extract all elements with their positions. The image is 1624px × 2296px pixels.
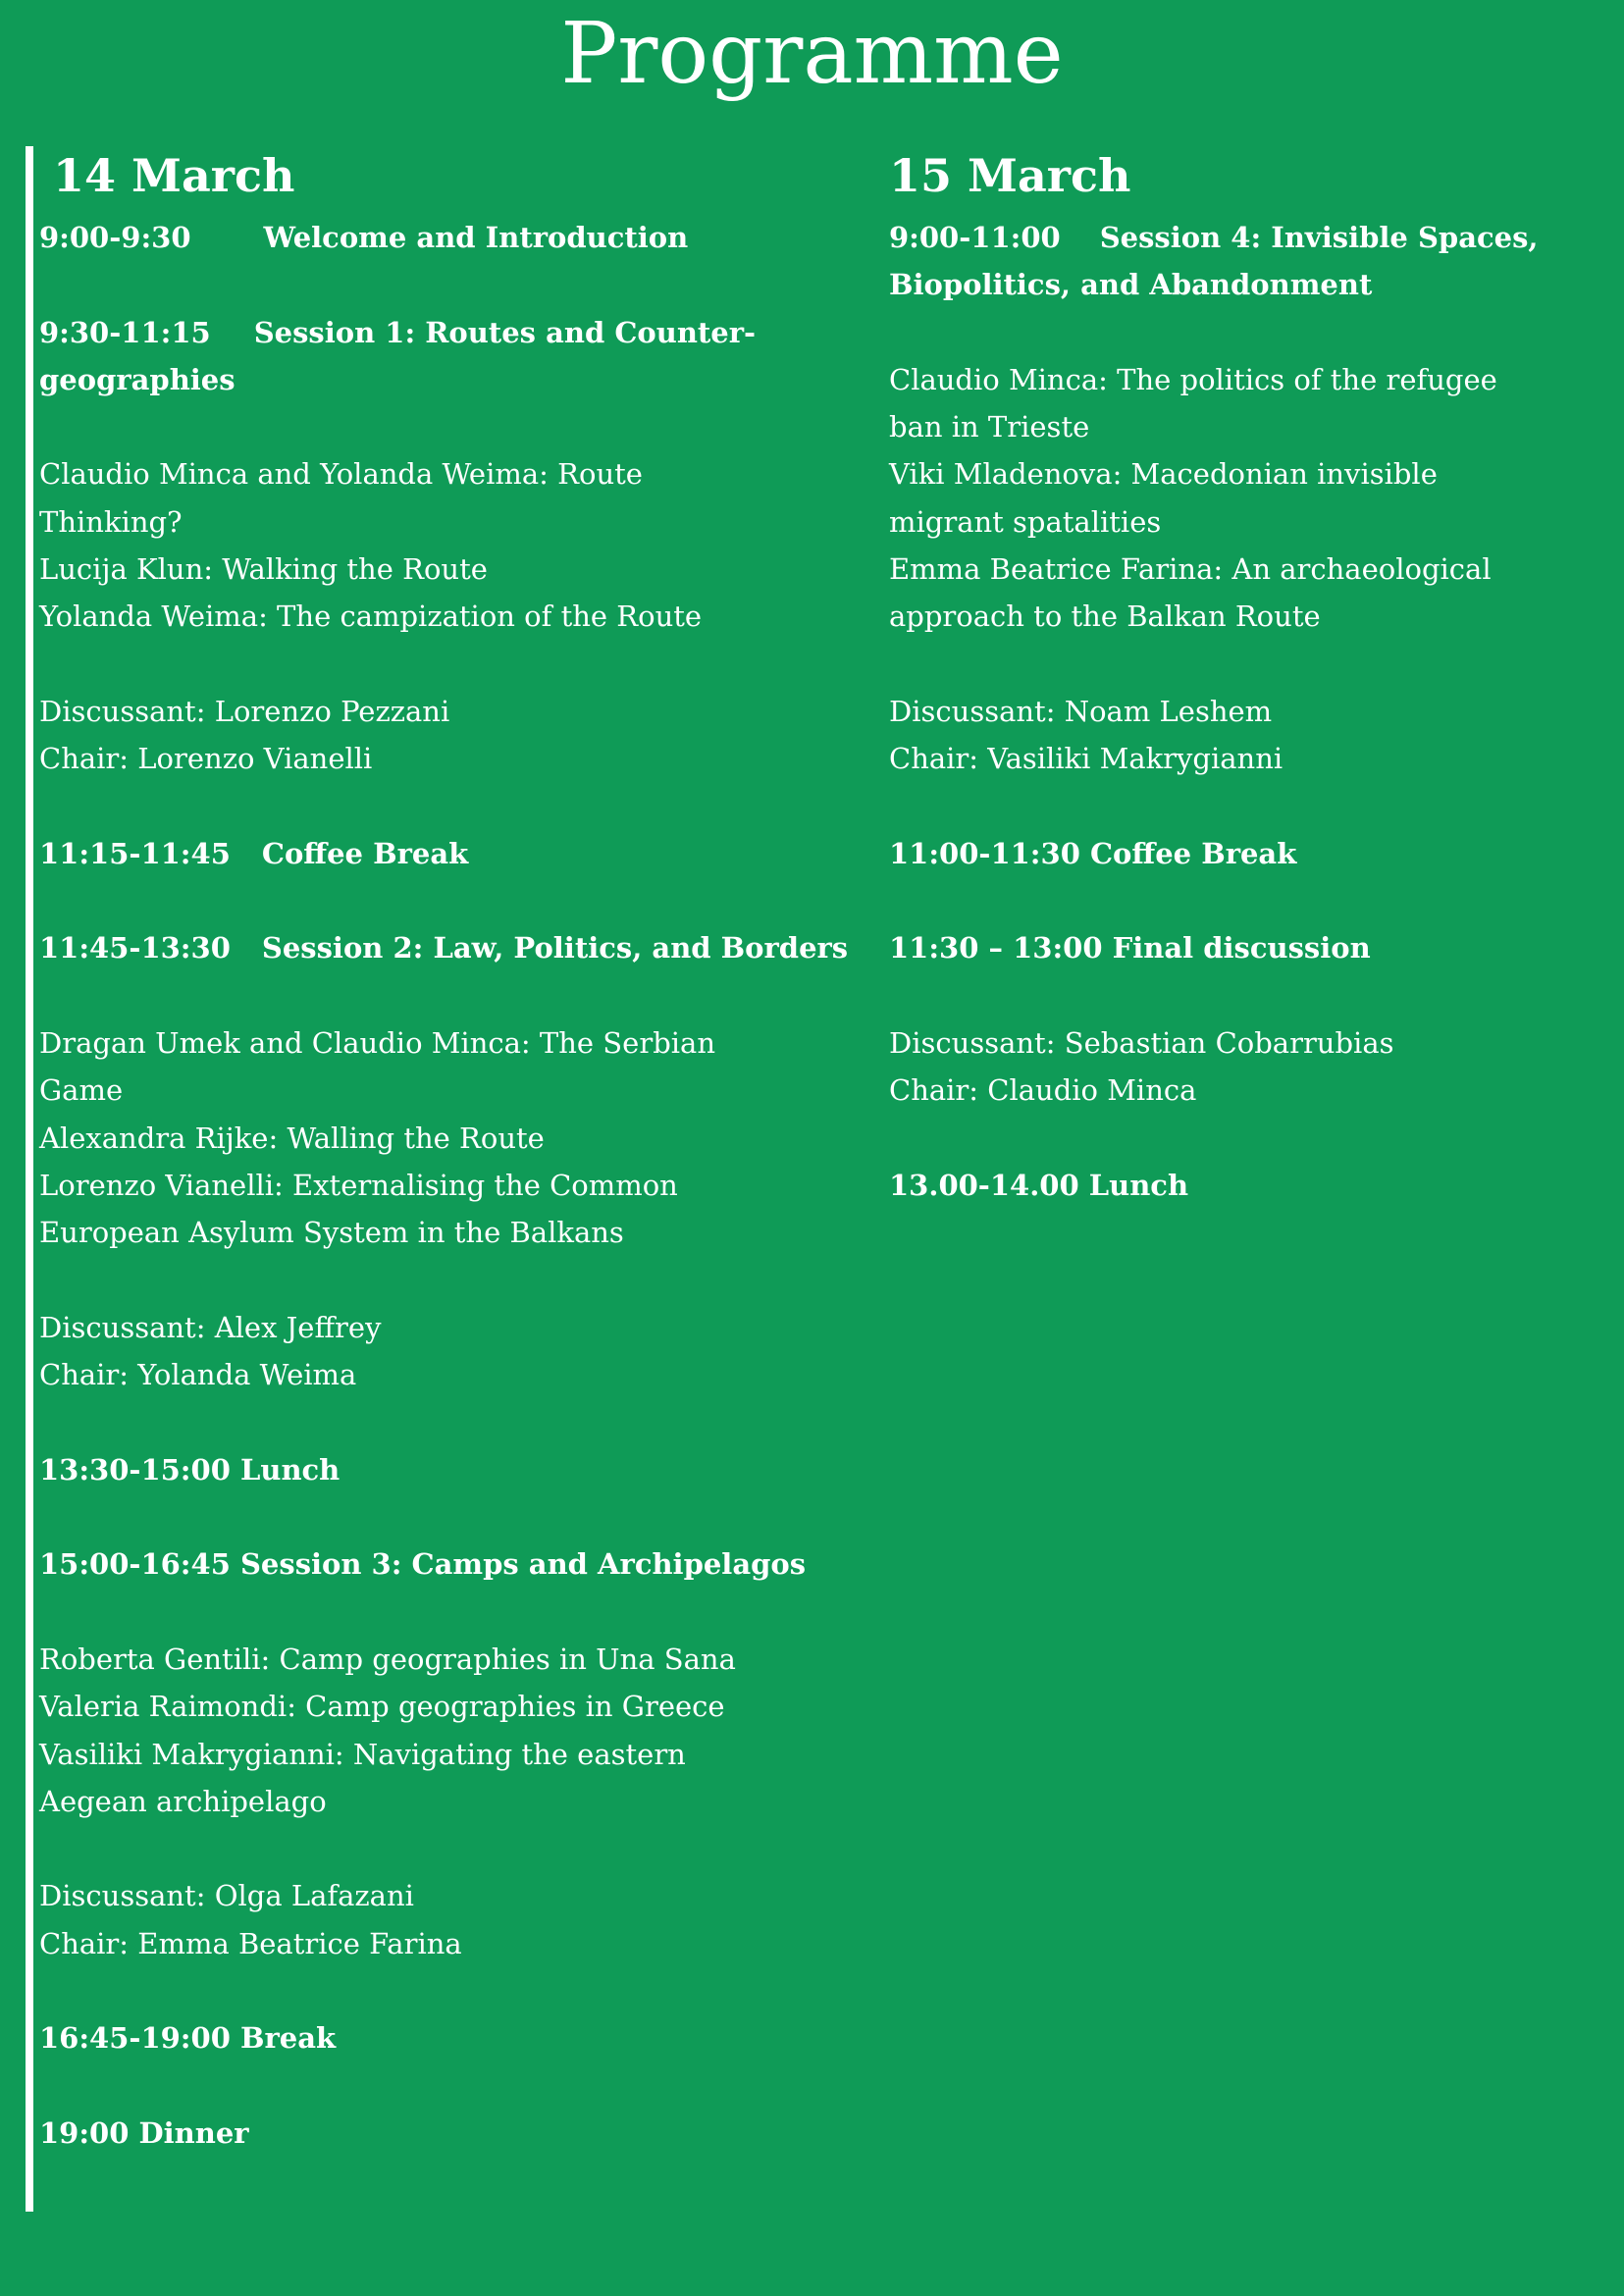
day-15-march-column (889, 143, 1615, 1209)
schedule-item-welcome (39, 214, 854, 261)
talk-line: Lorenzo Vianelli: Externalising the Common (39, 1168, 678, 1202)
talk-line: Game (39, 1073, 124, 1108)
talk-line: Alexandra Rijke: Walling the Route (39, 1121, 545, 1155)
chair: Chair: Lorenzo Vianelli (39, 742, 373, 776)
schedule-item-lunch: 13:30-15:00 Lunch (39, 1452, 341, 1487)
talk-line: Viki Mladenova: Macedonian invisible (889, 457, 1438, 492)
time: 11:45-13:30 (39, 931, 231, 965)
chair: Chair: Emma Beatrice Farina (39, 1926, 462, 1960)
session-4-heading-cont: Biopolitics, and Abandonment (889, 268, 1373, 302)
day-14-march-column (39, 143, 854, 2157)
schedule-item-dinner: 19:00 Dinner (39, 2115, 249, 2150)
time: 9:30-11:15 (39, 315, 211, 349)
talk-line: ban in Trieste (889, 410, 1090, 444)
talk-line: Vasiliki Makrygianni: Navigating the eastern (39, 1737, 686, 1771)
chair: Chair: Yolanda Weima (39, 1358, 357, 1392)
talk-line: European Asylum System in the Balkans (39, 1216, 624, 1250)
item-title: Coffee Break (261, 836, 469, 870)
schedule-item-final-discussion: 11:30 – 13:00 Final discussion (889, 931, 1371, 965)
talk-line: Dragan Umek and Claudio Minca: The Serbian (39, 1026, 716, 1061)
time: 9:00-11:00 (889, 221, 1061, 254)
session-4-heading (889, 214, 1615, 261)
discussant: Discussant: Lorenzo Pezzani (39, 694, 450, 728)
time: 9:00-9:30 (39, 221, 191, 254)
day-heading: 14 March (53, 149, 295, 202)
talk-line: approach to the Balkan Route (889, 600, 1321, 634)
page-title: Programme (560, 5, 1064, 103)
talk-line: Emma Beatrice Farina: An archaeological (889, 552, 1492, 587)
talk-line: migrant spatalities (889, 504, 1162, 539)
chair: Chair: Vasiliki Makrygianni (889, 742, 1283, 776)
day-heading: 15 March (889, 149, 1131, 202)
schedule-item-lunch: 13.00-14.00 Lunch (889, 1168, 1189, 1202)
talk-line: Roberta Gentili: Camp geographies in Una Sana (39, 1642, 736, 1676)
discussant: Discussant: Olga Lafazani (39, 1879, 414, 1913)
time: 11:15-11:45 (39, 836, 231, 870)
talk-line: Lucija Klun: Walking the Route (39, 552, 488, 587)
vertical-divider (26, 146, 33, 2212)
schedule-item-coffee: 11:00-11:30 Coffee Break (889, 836, 1297, 870)
talk-line: Valeria Raimondi: Camp geographies in Greece (39, 1690, 725, 1724)
talk-line: Yolanda Weima: The campization of the Route (39, 600, 703, 634)
schedule-item-break: 16:45-19:00 Break (39, 2021, 337, 2056)
session-1-heading-cont: geographies (39, 362, 236, 396)
discussant: Discussant: Sebastian Cobarrubias (889, 1026, 1394, 1061)
chair: Chair: Claudio Minca (889, 1073, 1197, 1108)
item-title: Welcome and Introduction (263, 221, 689, 254)
session-1-heading (39, 309, 854, 356)
talk-line: Aegean archipelago (39, 1784, 327, 1818)
discussant: Discussant: Noam Leshem (889, 694, 1273, 728)
session-3-heading: 15:00-16:45 Session 3: Camps and Archipelagos (39, 1547, 807, 1582)
talk-line: Thinking? (39, 504, 183, 539)
talk-line: Claudio Minca and Yolanda Weima: Route (39, 457, 643, 492)
item-title: Session 4: Invisible Spaces, (1099, 221, 1539, 254)
talk-line: Claudio Minca: The politics of the refugee (889, 362, 1497, 396)
session-2-heading (39, 924, 854, 971)
schedule-item-coffee (39, 830, 854, 877)
discussant: Discussant: Alex Jeffrey (39, 1310, 382, 1344)
item-title: Session 1: Routes and Counter- (253, 315, 757, 349)
item-title: Session 2: Law, Politics, and Borders (261, 931, 849, 965)
